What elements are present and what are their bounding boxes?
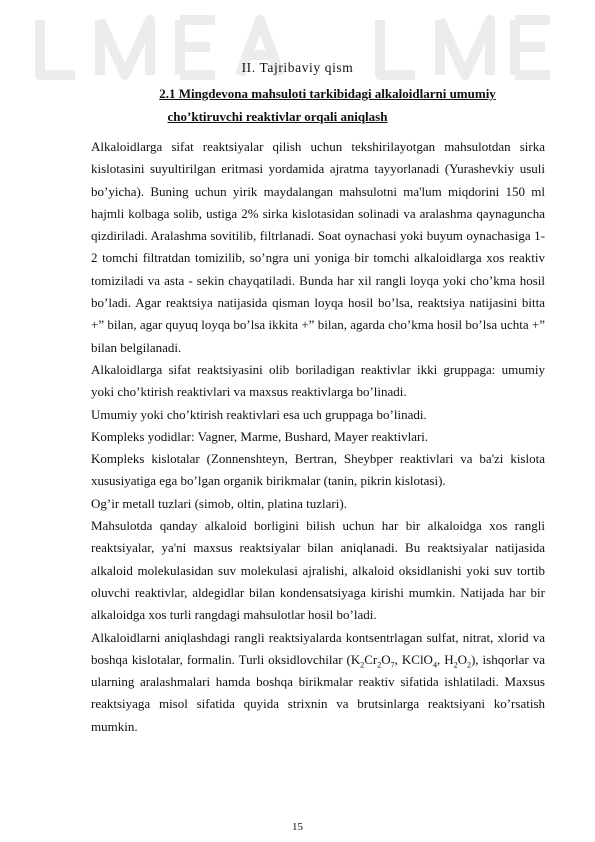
paragraph: Umumiy yoki cho’ktirish reaktivlari esa uch gruppaga bo’linadi. <box>91 406 427 422</box>
paragraph: Alkaloidlarga sifat reaktsiyalar qilish uchun tekshirilayotgan mahsulotdan sirka kislotasini suyultirilgan eritmasi yordamida ajratma tayyorlanadi (Yurashevkiy usuli bo’yicha). Buning uchun yirik maydalangan mahsulotni ma'lum miqdorini 150 ml hajmli kolbaga solib, ustiga 2% sirka kislotasidan solinadi va aralashma qaynaguncha qizdiriladi. Aralashma sovitilib, filtrlanadi. Soat oynachasi yoki buyum oynachasiga 1-2 tomchi filtratdan tomizilib, so’ngra uni yoniga bir tomchi alkaloidlarga xos reaktiv tomiziladi va asta - sekin chayqatiladi. Bunda har xil rangli loyqa yoki cho’kma hosil bo’ladi. Agar reaktsiya natijasida qisman loyqa hosil bo’lsa, reaktsiya natijasini bitta +” bilan, agar quyuq loyqa bo’lsa ikkita +” bilan, agarda cho’kma hosil bo’lsa uchta +” bilan belgilanadi. <box>91 139 545 355</box>
subscript: 4 <box>432 660 437 670</box>
paragraph: Og’ir metall tuzlari (simob, oltin, platina tuzlari). <box>91 495 347 511</box>
text-run: ), ishqorlar va ularning aralashmalari hamda boshqa birikmalar reaktiv sifatida ishlatiladi. Maxsus reaktsiyaga misol sifatida quyida strixnin va brutsinlarga reaktsiyani ko’rsatish mumkin. <box>91 651 545 734</box>
paragraph: Kompleks yodidlar: Vagner, Marme, Bushard, Mayer reaktivlari. <box>91 428 429 444</box>
paragraph: Mahsulotda qanday alkaloid borligini bilish uchun har bir alkaloidga xos rangli reaktsiyalar, ya'ni maxsus reaktsiyalar bilan aniqlanadi. Bu reaktsiyalar natijasida alkaloid molekulasidan suv molekulasi ajralishi, alkaloid oksidlanishi yoki suv tortib oluvchi reaktivlar, aldegidlar bilan kondensatsiyaga kirishi mumkin. Natijada har bir alkaloidga xos turli rangdagi mahsulotlar hosil bo’ladi. <box>91 518 545 623</box>
subscript: 2 <box>466 660 471 670</box>
text-run: O <box>381 651 391 667</box>
text-run: Cr <box>364 651 378 667</box>
page-number: 15 <box>292 821 303 833</box>
paragraph: Kompleks kislotalar (Zonnenshteyn, Bertran, Sheybper reaktivlari va ba'zi kislota xususiyatiga ega bo’lgan organik birikmalar (tanin, pikrin kislotasi). <box>91 451 545 489</box>
text-run: Alkaloidlarni aniqlashdagi rangli reaktsiyalarda kontsentrlagan sulfat, nitrat, xlorid va boshqa kislotalar, formalin. Turli oksidlovchilar (K <box>91 629 545 667</box>
subscript: 2 <box>453 660 458 670</box>
chapter-title: II. Tajribaviy qism <box>241 60 354 75</box>
subscript: 2 <box>377 660 382 670</box>
body-text <box>91 136 545 738</box>
subscript: 7 <box>390 660 395 670</box>
text-run: , H <box>436 651 454 667</box>
text-run: O <box>457 651 467 667</box>
paragraph-reagents <box>91 627 545 738</box>
paragraph: Alkaloidlarga sifat reaktsiyasini olib boriladigan reaktivlar ikki gruppaga: umumiy yoki cho’ktirish reaktivlari va maxsus reaktivlarga bo’linadi. <box>91 361 545 400</box>
section-title-line-1: 2.1 Mingdevona mahsuloti tarkibidagi alkaloidlarni umumiy <box>159 86 496 101</box>
text-run: , KClO <box>394 651 433 667</box>
section-title-line-2: cho’ktiruvchi reaktivlar orqali aniqlash <box>167 109 388 124</box>
subscript: 2 <box>360 660 365 670</box>
